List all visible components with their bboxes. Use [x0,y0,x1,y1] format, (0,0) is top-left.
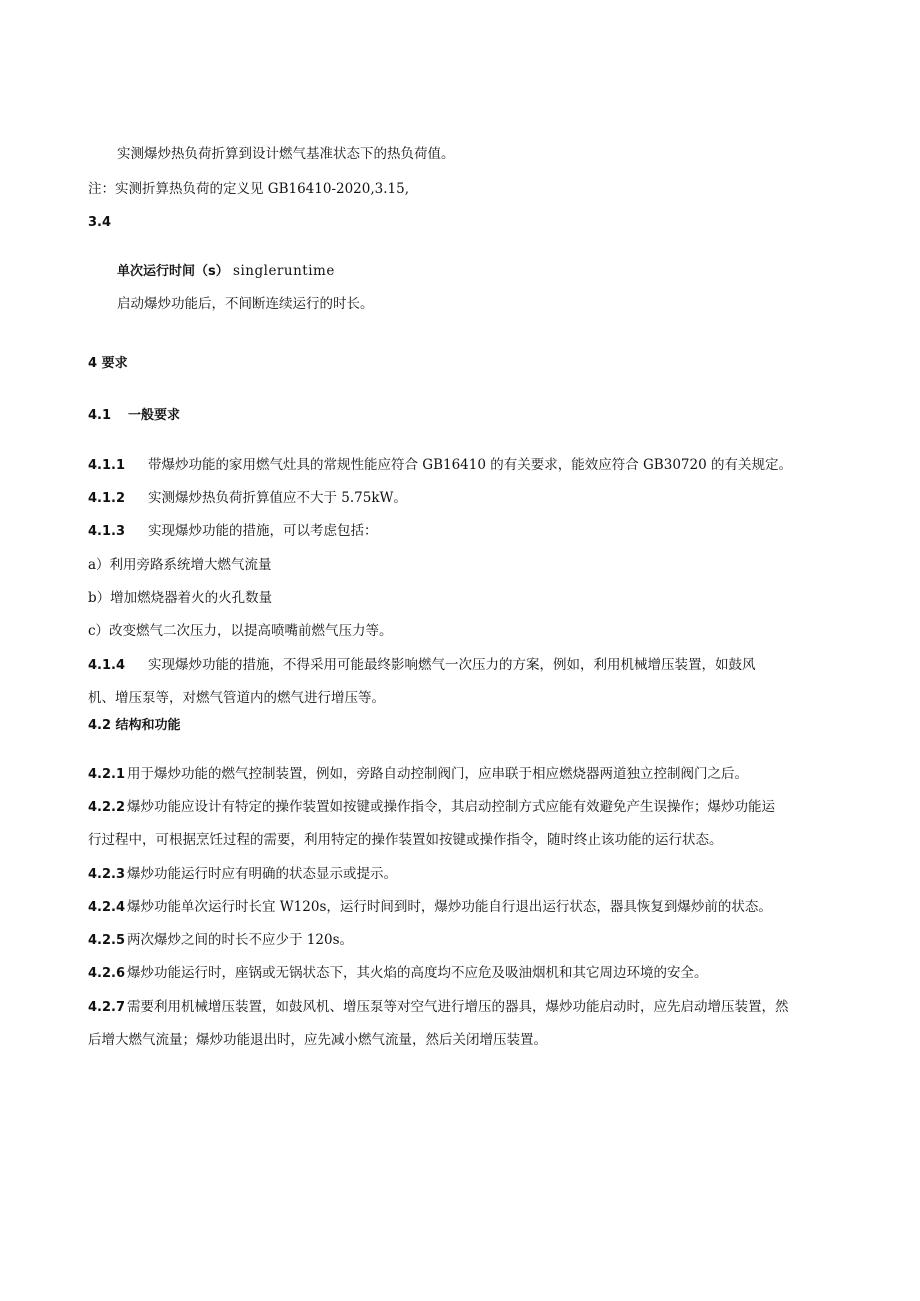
clause-4-1-3 [88,521,378,542]
clause-4-2-5 [88,930,353,951]
clause-4-2-4 [88,897,772,918]
clause-number-3-4: 3.4 [88,215,112,230]
clause-4-2-7 [88,997,789,1018]
clause-4-2-1 [88,764,748,785]
clause-4-2-2-cont: 行过程中，可根据烹饪过程的需要，利用特定的操作装置如按键或操作指令，随时终止该功能的运行状态。 [88,832,723,848]
clause-4-1-4 [88,655,756,676]
clause-4-2-2 [88,797,775,818]
term-cn: 单次运行时间（s） [117,264,229,279]
clause-number: 4.2.3 [88,867,126,882]
clause-text: 实现爆炒功能的措施，可以考虑包括： [148,523,378,539]
clause-number: 4.2.5 [88,933,126,948]
list-item: b）增加燃烧器着火的火孔数量 [88,590,273,606]
clause-text: 爆炒功能运行时，座锅或无锅状态下，其火焰的高度均不应危及吸油烟机和其它周边环境的安全。 [127,965,708,981]
clause-number: 4.1 [88,408,112,423]
clause-text: 爆炒功能运行时应有明确的状态显示或提示。 [127,866,398,882]
list-item: c）改变燃气二次压力，以提高喷嘴前燃气压力等。 [88,623,393,639]
clause-number: 4.1.4 [88,658,126,673]
term-definition: 启动爆炒功能后，不间断连续运行的时长。 [117,296,374,312]
clause-text: 实测爆炒热负荷折算值应不大于 5.75kW。 [148,490,407,506]
clause-text: 实现爆炒功能的措施，不得采用可能最终影响燃气一次压力的方案，例如，利用机械增压装置，如鼓风 [148,657,756,673]
clause-4-2-6 [88,963,708,984]
clause-4-2-3 [88,864,397,885]
term-en: singleruntime [233,263,335,279]
clause-text: 用于爆炒功能的燃气控制装置，例如，旁路自动控制阀门，应串联于相应燃烧器两道独立控制阀门之后。 [127,766,749,782]
clause-number: 4.1.2 [88,491,126,506]
clause-text: 两次爆炒之间的时长不应少于 120s。 [127,932,354,948]
clause-text: 爆炒功能单次运行时长宜 W120s，运行时间到时，爆炒功能自行退出运行状态，器具恢复到爆炒前的状态。 [127,899,772,915]
clause-number: 4.2.6 [88,966,126,981]
clause-number: 4.1.3 [88,524,126,539]
clause-title: 一般要求 [128,408,181,423]
clause-number: 4.2.4 [88,900,126,915]
clause-number: 4.2.2 [88,800,126,815]
clause-4-2-7-cont: 后增大燃气流量；爆炒功能退出时，应先减小燃气流量，然后关闭增压装置。 [88,1032,547,1048]
clause-number: 4.2.1 [88,767,126,782]
clause-text: 带爆炒功能的家用燃气灶具的常规性能应符合 GB16410 的有关要求，能效应符合 GB30720 的有关规定。 [148,457,792,473]
clause-text: 需要利用机械增压装置，如鼓风机、增压泵等对空气进行增压的器具，爆炒功能启动时，应先启动增压装置，然 [127,999,789,1015]
list-item: a）利用旁路系统增大燃气流量 [88,557,272,573]
clause-text: 爆炒功能应设计有特定的操作装置如按键或操作指令，其启动控制方式应能有效避免产生误操作；爆炒功能运 [127,799,776,815]
definition-note: 注：实测折算热负荷的定义见 GB16410-2020,3.15, [88,181,410,197]
definition-text: 实测爆炒热负荷折算到设计燃气基准状态下的热负荷值。 [117,146,455,162]
section-heading-4-2: 4.2 结构和功能 [88,718,181,733]
clause-number: 4.2.7 [88,1000,126,1015]
term-title [117,261,335,282]
clause-4-1-4-cont: 机、增压泵等，对燃气管道内的燃气进行增压等。 [88,690,385,706]
clause-number: 4.1.1 [88,458,126,473]
clause-4-1-2 [88,488,407,509]
clause-4-1 [88,405,180,426]
clause-4-1-1 [88,455,792,476]
section-heading-4: 4 要求 [88,356,128,371]
